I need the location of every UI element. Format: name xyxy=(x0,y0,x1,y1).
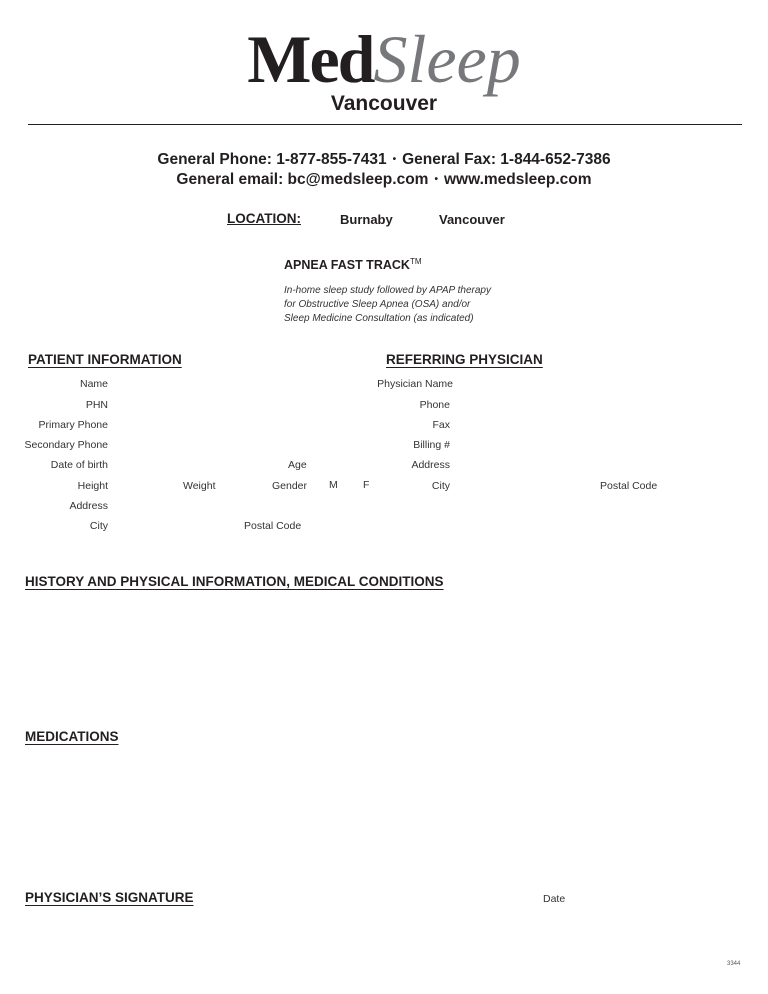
patient-dob-label: Date of birth xyxy=(50,459,108,471)
program-description xyxy=(284,284,491,326)
bullet-separator: • xyxy=(434,174,438,185)
patient-primary-phone-label: Primary Phone xyxy=(38,419,108,431)
location-label: LOCATION: xyxy=(227,211,301,226)
location-option-vancouver[interactable]: Vancouver xyxy=(439,212,505,227)
physician-billing-label: Billing # xyxy=(413,439,450,451)
patient-weight-label: Weight xyxy=(183,480,216,492)
patient-secondary-phone-label: Secondary Phone xyxy=(24,439,108,451)
physician-name-label: Physician Name xyxy=(377,378,453,390)
program-description-line: In-home sleep study followed by APAP therapy xyxy=(284,285,491,296)
referring-physician-heading: REFERRING PHYSICIAN xyxy=(386,352,543,367)
program-description-line: for Obstructive Sleep Apnea (OSA) and/or xyxy=(284,299,471,310)
patient-city-label: City xyxy=(89,520,108,532)
gender-option-m[interactable]: M xyxy=(329,479,338,491)
form-code: 3344 xyxy=(727,961,741,967)
patient-age-label: Age xyxy=(288,459,307,471)
contact-phone-line xyxy=(0,151,768,169)
patient-postal-code-label: Postal Code xyxy=(244,520,302,532)
general-email: General email: bc@medsleep.com xyxy=(176,171,429,188)
logo-sleep-text: Sleep xyxy=(373,21,521,97)
website-link[interactable]: www.medsleep.com xyxy=(443,171,592,188)
patient-phn-label: PHN xyxy=(85,399,108,411)
physician-address-label: Address xyxy=(411,459,450,471)
physician-fax-label: Fax xyxy=(432,419,450,431)
clinic-city-title: Vancouver xyxy=(330,92,438,115)
contact-email-line xyxy=(0,171,768,189)
program-description-line: Sleep Medicine Consultation (as indicated) xyxy=(284,313,474,324)
signature-date-label: Date xyxy=(543,893,566,905)
bullet-separator: • xyxy=(392,154,397,165)
gender-option-f[interactable]: F xyxy=(363,479,370,491)
patient-name-label: Name xyxy=(79,378,108,390)
medsleep-logo xyxy=(0,20,768,98)
program-title xyxy=(284,257,422,272)
physician-phone-label: Phone xyxy=(419,399,450,411)
physician-city-label: City xyxy=(431,480,450,492)
logo-med-text: Med xyxy=(247,21,374,97)
patient-height-label: Height xyxy=(77,480,108,492)
location-option-burnaby[interactable]: Burnaby xyxy=(340,212,393,227)
patient-information-heading: PATIENT INFORMATION xyxy=(28,352,182,367)
history-heading: HISTORY AND PHYSICAL INFORMATION, MEDICAL CONDITIONS xyxy=(25,574,444,589)
medications-heading: MEDICATIONS xyxy=(25,729,119,744)
physician-signature-heading: PHYSICIAN’S SIGNATURE xyxy=(25,890,194,905)
patient-address-label: Address xyxy=(69,500,108,512)
header-divider xyxy=(28,124,742,125)
physician-postal-code-label: Postal Code xyxy=(600,480,658,492)
trademark-symbol: TM xyxy=(409,257,422,266)
general-fax: General Fax: 1-844-652-7386 xyxy=(402,151,611,168)
patient-gender-label: Gender xyxy=(272,480,308,492)
general-phone: General Phone: 1-877-855-7431 xyxy=(157,151,387,168)
program-title-text: APNEA FAST TRACK xyxy=(284,258,410,273)
